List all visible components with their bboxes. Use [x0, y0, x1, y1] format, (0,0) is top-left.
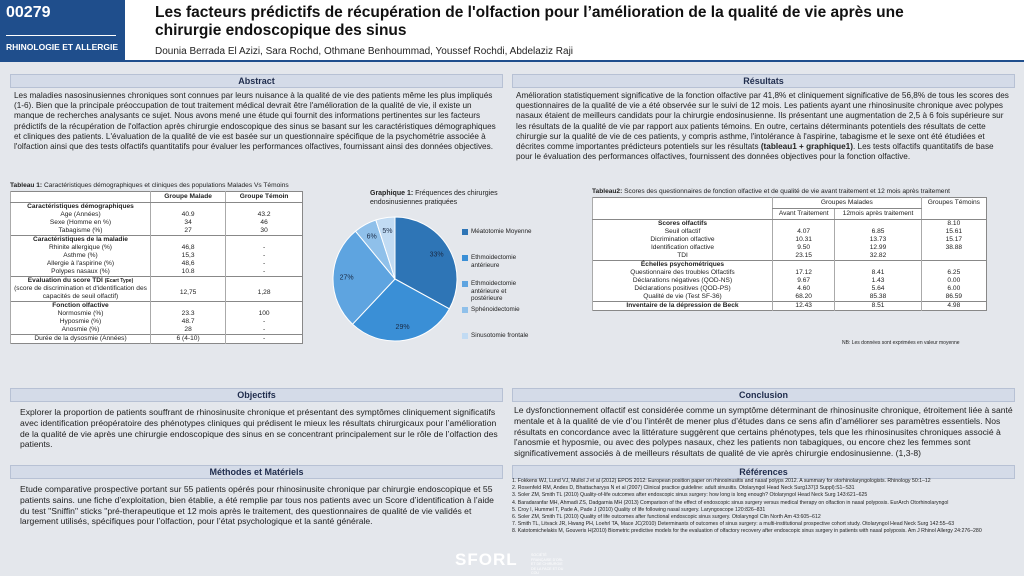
table-header-cell: Groupe Témoin [226, 192, 303, 203]
table-row [593, 285, 987, 293]
table-cell: 8.51 [835, 302, 921, 311]
table2-group-row [593, 261, 987, 270]
table-cell: 15.17 [921, 236, 986, 244]
legend-swatch [462, 307, 468, 313]
table-cell: Durée de la dysosmie (Années) [11, 335, 151, 344]
table-cell: 0.00 [921, 277, 986, 285]
table1-caption-label: Tableau 1: [10, 182, 43, 189]
legend-item [462, 254, 532, 280]
conclusion-text: Le dysfonctionnement olfactif est considérée comme un symptôme déterminant de rhinosinusite chronique, étroitement liée à santé mentale et à la qualité de vie d’ou l’intérêt de mener plus d’études dans ce sens afin d’améliorer ses paramètres essentiels. Nos résultats en concordance avec la littérature suggèrent que certains phénotypes, tels que les rhinosinusites chroniques associé à l'anosmie et hyposmie, ou avec des polypes nasaux, chez les patients non tabagiques, ou encore chez les femmes sont significativement associés à de meilleurs résultats de qualité de vie après chirurgie endosinusienne. (1,3-8) [514, 405, 1013, 459]
pie-label: 33% [429, 251, 444, 259]
pie-label: 29% [395, 323, 410, 331]
legend-label: Ethmoidectomie antérieure [471, 254, 517, 269]
table-cell: - [226, 244, 303, 252]
table1-header-row [11, 192, 303, 203]
pie-chart [330, 214, 460, 344]
table-cell: Déclarations négatives (QOD-NS) [593, 277, 773, 285]
reference-item: 4. Baradaranfar MH, Ahmadi ZS, Dadgarnia MH (2013) Comparison of the effect of endoscopic sinus surgery versus medical therapy on olfaction in nasal polyposis. EurArch Otorhinolaryngol [512, 499, 949, 506]
table2-caption [592, 188, 950, 195]
table-cell: 12.99 [835, 244, 921, 252]
reference-item: 6. Soler ZM, Smith TL (2010) Quality of life outcomes after functional endoscopic sinus surgery. Otolaryngol Clin North Am 43:605–612 [512, 514, 821, 521]
table-cell: 8.41 [835, 269, 921, 277]
table-header-cell [11, 192, 151, 203]
table-row [593, 236, 987, 244]
methodes-heading: Méthodes et Matériels [10, 465, 503, 479]
table-row [11, 326, 303, 335]
legend-label: Méatotomie Moyenne [471, 228, 532, 235]
table-cell: Asthme (%) [11, 252, 151, 260]
sforl-logo [455, 550, 565, 575]
legend-swatch [462, 229, 468, 235]
divider [6, 35, 116, 36]
table-cell: 12,75 [151, 285, 226, 302]
table-cell: Rhinite allergique (%) [11, 244, 151, 252]
table-cell [151, 203, 226, 212]
table-row [593, 277, 987, 285]
table1-group-row [11, 236, 303, 245]
author-list: Dounia Berrada El Azizi, Sara Rochd, Othmane Benhoummad, Youssef Rochdi, Abdelaziz Raji [155, 46, 574, 57]
table-cell: 6.00 [921, 285, 986, 293]
table2-caption-label: Tableau2: [592, 188, 623, 195]
table2-caption-text: Scores des questionnaires de fonction olfactive et de qualité de vie avant traitement et 12 mois après traitement [622, 188, 950, 195]
results-text-bold: (tableau1 + graphique1) [760, 142, 853, 152]
table-row [593, 302, 987, 311]
table-cell: Tabagisme (%) [11, 227, 151, 236]
table1-body [11, 203, 303, 344]
group-title-cell [11, 302, 151, 311]
objectifs-heading: Objectifs [10, 388, 503, 402]
table-cell: 9.67 [773, 277, 835, 285]
results-heading: Résultats [512, 74, 1015, 88]
legend-item [462, 280, 532, 306]
table-cell: Normosmie (%) [11, 310, 151, 318]
table2-note: NB: Les données sont exprimées en valeur moyenne [842, 340, 960, 346]
table2-header-row [593, 198, 987, 209]
table-row [11, 335, 303, 344]
table-cell: - [226, 260, 303, 268]
chart-title: Graphique 1: [370, 190, 414, 197]
table-cell: 28 [151, 326, 226, 335]
chart-legend [462, 228, 532, 358]
objectifs-text: Explorer la proportion de patients souffrant de rhinosinusite chronique et présentant des symptômes cliniquement significatifs avec identification préopératoire des phénotypes cliniques qui prédisent le mieux les résultats chirurgicaux pour l’amélioration de la qualité de vie après une chirurgie endoscopique des sinus en se concentrant principalement sur le rôle de l’olfaction des patients. [20, 407, 498, 450]
table1-group-row [11, 203, 303, 212]
table-cell: 6.25 [921, 269, 986, 277]
table-cell: 1.43 [835, 277, 921, 285]
table-cell: Qualité de vie (Test SF-36) [593, 293, 773, 302]
legend-swatch [462, 281, 468, 287]
table-cell: 13.73 [835, 236, 921, 244]
table-cell [921, 261, 986, 270]
table-cell [151, 236, 226, 245]
table-cell: Allergie à l'aspirine (%) [11, 260, 151, 268]
abstract-heading: Abstract [10, 74, 503, 88]
table-row [11, 268, 303, 277]
table-cell: 6.85 [835, 228, 921, 236]
legend-label: Ethmoidectomie antérieure et postérieure [471, 280, 517, 302]
group-title: Caractéristiques démographiques [27, 203, 134, 210]
legend-label: Sinusotomie frontale [471, 332, 529, 339]
table-cell [773, 261, 835, 270]
table-row [11, 260, 303, 268]
chart-subtitle: Fréquences des chirurgies endosinusiennes pratiquées [370, 190, 498, 206]
table-cell: 15.61 [921, 228, 986, 236]
reference-item: 2. Rosenfeld RM, Andes D, Bhattacharyya N et al (2007) Clinical practice guideline: adult sinusitis. Otolaryngol Head Neck Surg137(3 Suppl):S1–S31 [512, 485, 855, 492]
table-row [11, 285, 303, 302]
table-row [11, 227, 303, 236]
conclusion-heading: Conclusion [512, 388, 1015, 402]
table-cell: - [226, 268, 303, 277]
table-cell: 86.59 [921, 293, 986, 302]
reference-item: 8. Katotomichelakis M, Gouveris H(2010) Biometric predictive models for the evaluation of olfactory recovery after endoscopic sinus surgery in patients with nasal polyposis. Am J Rhinol Allergy 24:276–280 [512, 528, 982, 535]
table-cell: 30 [226, 227, 303, 236]
table-cell [921, 252, 986, 261]
table-cell: 23.15 [773, 252, 835, 261]
table-cell: Questionnaire des troubles Olfactifs [593, 269, 773, 277]
table-row [11, 252, 303, 260]
table-cell: 4.60 [773, 285, 835, 293]
poster-number: 00279 [6, 4, 51, 21]
table-cell: 48.7 [151, 318, 226, 326]
table-cell [226, 236, 303, 245]
poster-id-panel [0, 0, 125, 62]
group-title-note: (Ecart Type) [104, 278, 134, 284]
table-header-cell: Groupe Malade [151, 192, 226, 203]
table-cell: 40.9 [151, 211, 226, 219]
table-cell: - [226, 318, 303, 326]
table-cell: 85.38 [835, 293, 921, 302]
table-cell: 4.07 [773, 228, 835, 236]
table-cell: 15,3 [151, 252, 226, 260]
table1-group-row [11, 302, 303, 311]
table-cell: 68.20 [773, 293, 835, 302]
chart-caption [370, 190, 530, 207]
table-cell: Identification olfactive [593, 244, 773, 252]
table-cell [151, 277, 226, 286]
table-cell: 4.98 [921, 302, 986, 311]
legend-swatch [462, 255, 468, 261]
legend-label: Sphénoidectomie [471, 306, 520, 313]
table-cell: - [226, 326, 303, 335]
table-header-cell [593, 198, 773, 220]
table-row [593, 293, 987, 302]
pie-label: 6% [366, 233, 377, 241]
group-title: Evaluation du score TDI [27, 277, 103, 284]
group-title-cell [11, 203, 151, 212]
table-cell: 48,6 [151, 260, 226, 268]
reference-item: 5. Croy I, Hummel T, Pade A, Pade J (2010) Quality of life following nasal surgery. Laryngoscope 120:826–831 [512, 506, 766, 513]
table-cell [151, 302, 226, 311]
table-header-cell: Groupes Témoins [921, 198, 986, 220]
legend-item [462, 306, 532, 332]
results-text-part1: Amélioration statistiquement significative de la fonction olfactive par 41,8% et cliniquement significative de 56,8% de tous les scores des questionnaires de la qualité de vie a été observée sur le suivi de 12 mois. Les patients ayant une rhinosinusite chronique avec polypes nasaux étaient de meilleurs candidats pour la chirurgie endosinusienne. Ils présentant une augmentation de 2,5 à 6 fois supérieure sur les résultats de la qualité de vie par rapport aux patients témoins. En outre, certains déterminants potentiels des résultats de cette chirurgie sur la qualité de vie de ces patients, y compris asthme, l'intolérance à l'aspirine, tabagisme et le sexe ont été étudiées et décrites comme importantes prédicteurs potentiels sur les résultats [516, 91, 1009, 152]
table-cell: 100 [226, 310, 303, 318]
group-title: Fonction olfactive [52, 302, 109, 309]
table-cell [835, 261, 921, 270]
poster-category: RHINOLOGIE ET ALLERGIE [6, 42, 119, 52]
table-cell: Age (Années) [11, 211, 151, 219]
table-cell: 1,28 [226, 285, 303, 302]
table-cell: 38.88 [921, 244, 986, 252]
table-cell: Sexe (Homme en %) [11, 219, 151, 227]
table2 [592, 197, 987, 311]
table-cell [11, 285, 151, 302]
table-cell: 46,8 [151, 244, 226, 252]
table-row [11, 318, 303, 326]
reference-item: 3. Soler ZM, Smith TL (2010) Quality-of-life outcomes after endoscopic sinus surgery: how long is long enough? Otolaryngol Head Neck Surg 143:621–625 [512, 492, 868, 499]
table-row [11, 244, 303, 252]
table-cell [773, 220, 835, 229]
table1-group-row [11, 277, 303, 286]
methodes-text: Etude comparative prospective portant sur 55 patients opérés pour rhinosinusite chronique par chirurgie endoscopique et 55 patients sains. une fiche d’exploitation, bien établie, a été remplie par tous nos patients avec un Score d’identification à l’aide du test "Sniffin" sticks "pré-therapeutique et 12 mois après le traitement, des questionnaires de qualité de vie validés et largement utilisés, spécifiques pour l’olfaction, pour l’état psychologique et la santé générale. [20, 484, 494, 527]
references-heading: Références [512, 465, 1015, 479]
table-cell: - [226, 252, 303, 260]
legend-swatch [462, 333, 468, 339]
table-cell: Polypes nasaux (%) [11, 268, 151, 277]
table2-body [593, 220, 987, 311]
table-row [11, 219, 303, 227]
table-cell: 9.50 [773, 244, 835, 252]
table-cell: 34 [151, 219, 226, 227]
table-cell: Hyposmie (%) [11, 318, 151, 326]
table-cell: 46 [226, 219, 303, 227]
pie-label: 27% [339, 274, 354, 282]
table1-caption [10, 182, 289, 189]
table-cell: Inventaire de la dépression de Beck [593, 302, 773, 311]
reference-item: 7. Smith TL, Litvack JR, Hwang PH, Loehrl TA, Mace JC(2010) Determinants of outcomes of sinus surgery: a multi-institutional prospective cohort study. Otolaryngol Head Neck Surg 142:55–63 [512, 521, 955, 528]
table-cell: 43.2 [226, 211, 303, 219]
table-cell: 6 (4-10) [151, 335, 226, 344]
table-cell [226, 203, 303, 212]
group-title-cell [11, 236, 151, 245]
table-header-cell: 12mois après traitement [835, 209, 921, 220]
group-title: Échelles psychométriques [593, 261, 773, 270]
table1 [10, 191, 303, 344]
table-cell: 10.8 [151, 268, 226, 277]
table-row [593, 244, 987, 252]
table-cell: Déclarations positives (QOD-PS) [593, 285, 773, 293]
group-title: Scores olfactifs [593, 220, 773, 229]
table-row [11, 211, 303, 219]
table-row [593, 228, 987, 236]
results-text [516, 91, 1011, 162]
logo-subtitle: SOCIÉTÉ FRANÇAISE D'ORL ET DE CHIRURGIE DE LA FACE ET DU COU [531, 553, 564, 575]
table-row [593, 252, 987, 261]
table-cell: 12.43 [773, 302, 835, 311]
table-cell [226, 277, 303, 286]
results-text-part2: . Les tests olfactifs quantitatifs de base pour le évaluation des performances olfactives, fournissent des données objectives pour la fonction olfactive. [516, 142, 994, 162]
group-subtitle: (score de discrimination et d'identification des capacités de seuil olfactif) [14, 285, 147, 300]
table-cell [835, 220, 921, 229]
abstract-text: Les maladies nasosinusiennes chroniques sont connues par leurs nuisance à la qualité de vie des patients même les plus impliqués (1-6). Bien que la principale préoccupation de tout traitement médical devrait être l'amélioration de la qualité de vie, il existe un manque de recherches analysants ce sujet. Nous avons mené une étude qui fournit des informations pertinentes sur les facteurs prédictifs de la récupération de l'olfaction après chirurgie endoscopique des sinus se basant sur les caractéristiques démographiques et cliniques des patients. L'évaluation de la qualité de vie est basée sur un questionnaire spécifique de la psychométrie associée à l'olfaction ainsi que des tests olfactifs quantitatifs pour évaluer les performances olfactives, fournissant ainsi des données objectives. [14, 91, 496, 152]
table-row [11, 310, 303, 318]
legend-item [462, 228, 532, 254]
table2-group-row [593, 220, 987, 229]
table-cell: 17.12 [773, 269, 835, 277]
pie-label: 5% [382, 228, 393, 236]
table1-caption-text: Caractéristiques démographiques et cliniques des populations Malades Vs Témoins [42, 182, 289, 189]
references-list [512, 478, 1017, 536]
table-header-cell: Avant Traitement [773, 209, 835, 220]
table-cell: Dicrimination olfactive [593, 236, 773, 244]
table-cell: TDI [593, 252, 773, 261]
table-row [593, 269, 987, 277]
table-cell: 32.82 [835, 252, 921, 261]
table-cell: Anosmie (%) [11, 326, 151, 335]
table-cell [226, 302, 303, 311]
group-title-cell [11, 277, 151, 286]
table-header-cell: Groupes Malades [773, 198, 922, 209]
table-cell: 5.64 [835, 285, 921, 293]
legend-item [462, 332, 532, 358]
table-cell: - [226, 335, 303, 344]
poster-title: Les facteurs prédictifs de récupération de l'olfaction pour l’amélioration de la qualité de vie après une chirurgie endoscopique des sinus [155, 4, 904, 39]
table-cell: 8.10 [921, 220, 986, 229]
reference-item: 1. Fokkens WJ, Lund VJ, Mullol J et al (2012) EPOS 2012: European position paper on rhinosinusitis and nasal polyps 2012. A summary for otorhinolaryngologists. Rhinology 50:1–12 [512, 478, 931, 484]
table-cell: 10.31 [773, 236, 835, 244]
table-cell: 27 [151, 227, 226, 236]
logo-text: SFORL [455, 550, 518, 569]
table-cell: 23.3 [151, 310, 226, 318]
group-title: Caractéristiques de la maladie [33, 236, 128, 243]
table-cell: Seuil olfactif [593, 228, 773, 236]
